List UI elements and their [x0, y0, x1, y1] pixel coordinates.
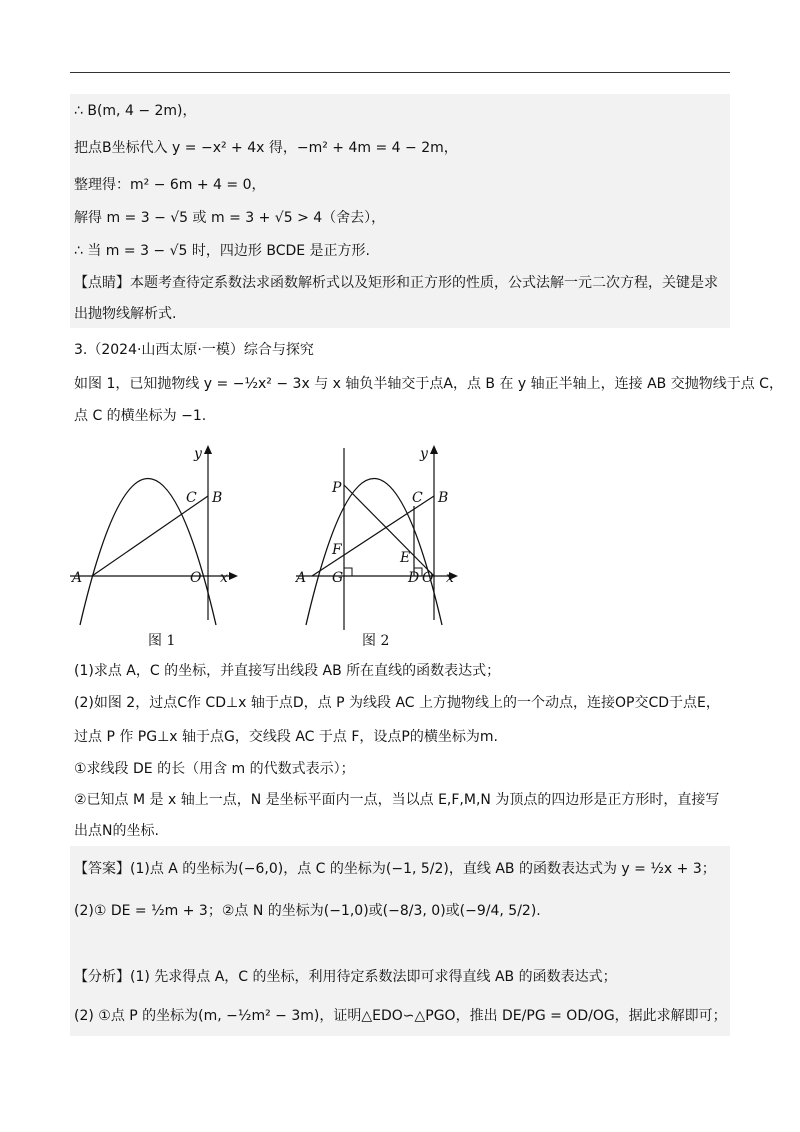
solution-line: ∴ B(m, 4 − 2m)， — [74, 103, 197, 119]
fig2-label-p: P — [332, 480, 342, 496]
figure-1 — [66, 440, 246, 630]
comment-line: 出抛物线解析式. — [74, 306, 177, 322]
fig1-label-c: C — [186, 490, 197, 506]
fig2-label-b: B — [438, 490, 449, 506]
problem-intro-line: 点 C 的横坐标为 −1. — [74, 408, 207, 424]
figure-2 — [292, 440, 472, 630]
fig2-label-o: O — [422, 570, 434, 586]
problem-intro-line: 如图 1，已知抛物线 y = −½x² − 3x 与 x 轴负半轴交于点A，点 B 在 y 轴正半轴上，连接 AB 交抛物线于点 C， — [74, 376, 783, 392]
solution-line: 把点B坐标代入 y = −x² + 4x 得，−m² + 4m = 4 − 2m， — [74, 140, 458, 156]
question-line: (2)如图 2，过点C作 CD⊥x 轴于点D，点 P 为线段 AC 上方抛物线上的一个动点，连接OP交CD于点E， — [74, 695, 720, 711]
fig2-label-a: A — [296, 570, 307, 586]
fig2-label-x: x — [446, 570, 454, 586]
question-line: 出点N的坐标. — [74, 823, 159, 839]
fig1-label-a: A — [72, 570, 83, 586]
question-line: ①求线段 DE 的长（用含 m 的代数式表示）； — [74, 761, 355, 777]
question-line: (1)求点 A，C 的坐标，并直接写出线段 AB 所在直线的函数表达式； — [74, 663, 501, 679]
fig1-label-b: B — [212, 490, 223, 506]
figure-2-caption: 图 2 — [362, 633, 390, 649]
fig2-label-g: G — [332, 570, 344, 586]
fig2-label-e: E — [400, 550, 411, 566]
solution-line: 解得 m = 3 − √5 或 m = 3 + √5 > 4（舍去）， — [74, 210, 386, 226]
analysis-line: (2) ①点 P 的坐标为(m, −½m² − 3m)，证明△EDO∽△PGO，推出 DE/PG = OD/OG，据此求解即可； — [74, 1008, 727, 1024]
problem-header: 3.（2024·山西太原·一模）综合与探究 — [74, 342, 314, 358]
solution-line: 整理得：m² − 6m + 4 = 0， — [74, 177, 266, 193]
question-line: 过点 P 作 PG⊥x 轴于点G，交线段 AC 于点 F，设点P的横坐标为m. — [74, 729, 498, 745]
header-rule — [70, 72, 730, 73]
comment-line: 【点睛】本题考查待定系数法求函数解析式以及矩形和正方形的性质，公式法解一元二次方程，关键是求 — [74, 275, 718, 291]
question-line: ②已知点 M 是 x 轴上一点，N 是坐标平面内一点，当以点 E,F,M,N 为顶点的四边形是正方形时，直接写 — [74, 792, 720, 808]
solution-line: ∴ 当 m = 3 − √5 时，四边形 BCDE 是正方形. — [74, 243, 371, 259]
fig1-label-o: O — [190, 570, 202, 586]
fig2-label-d: D — [408, 570, 420, 586]
fig1-label-x: x — [220, 570, 228, 586]
analysis-line: 【分析】(1) 先求得点 A，C 的坐标，利用待定系数法即可求得直线 AB 的函数表达式； — [74, 969, 617, 985]
fig1-label-y: y — [194, 446, 202, 462]
answer-line: (2)① DE = ½m + 3；②点 N 的坐标为(−1,0)或(−8/3, 0)或(−9/4, 5/2). — [74, 903, 541, 919]
answer-line: 【答案】(1)点 A 的坐标为(−6,0)，点 C 的坐标为(−1, 5/2)，直线 AB 的函数表达式为 y = ½x + 3； — [74, 861, 716, 877]
fig2-label-f: F — [332, 542, 342, 558]
fig2-label-y: y — [420, 446, 428, 462]
fig2-label-c: C — [412, 490, 423, 506]
figure-1-caption: 图 1 — [148, 633, 176, 649]
